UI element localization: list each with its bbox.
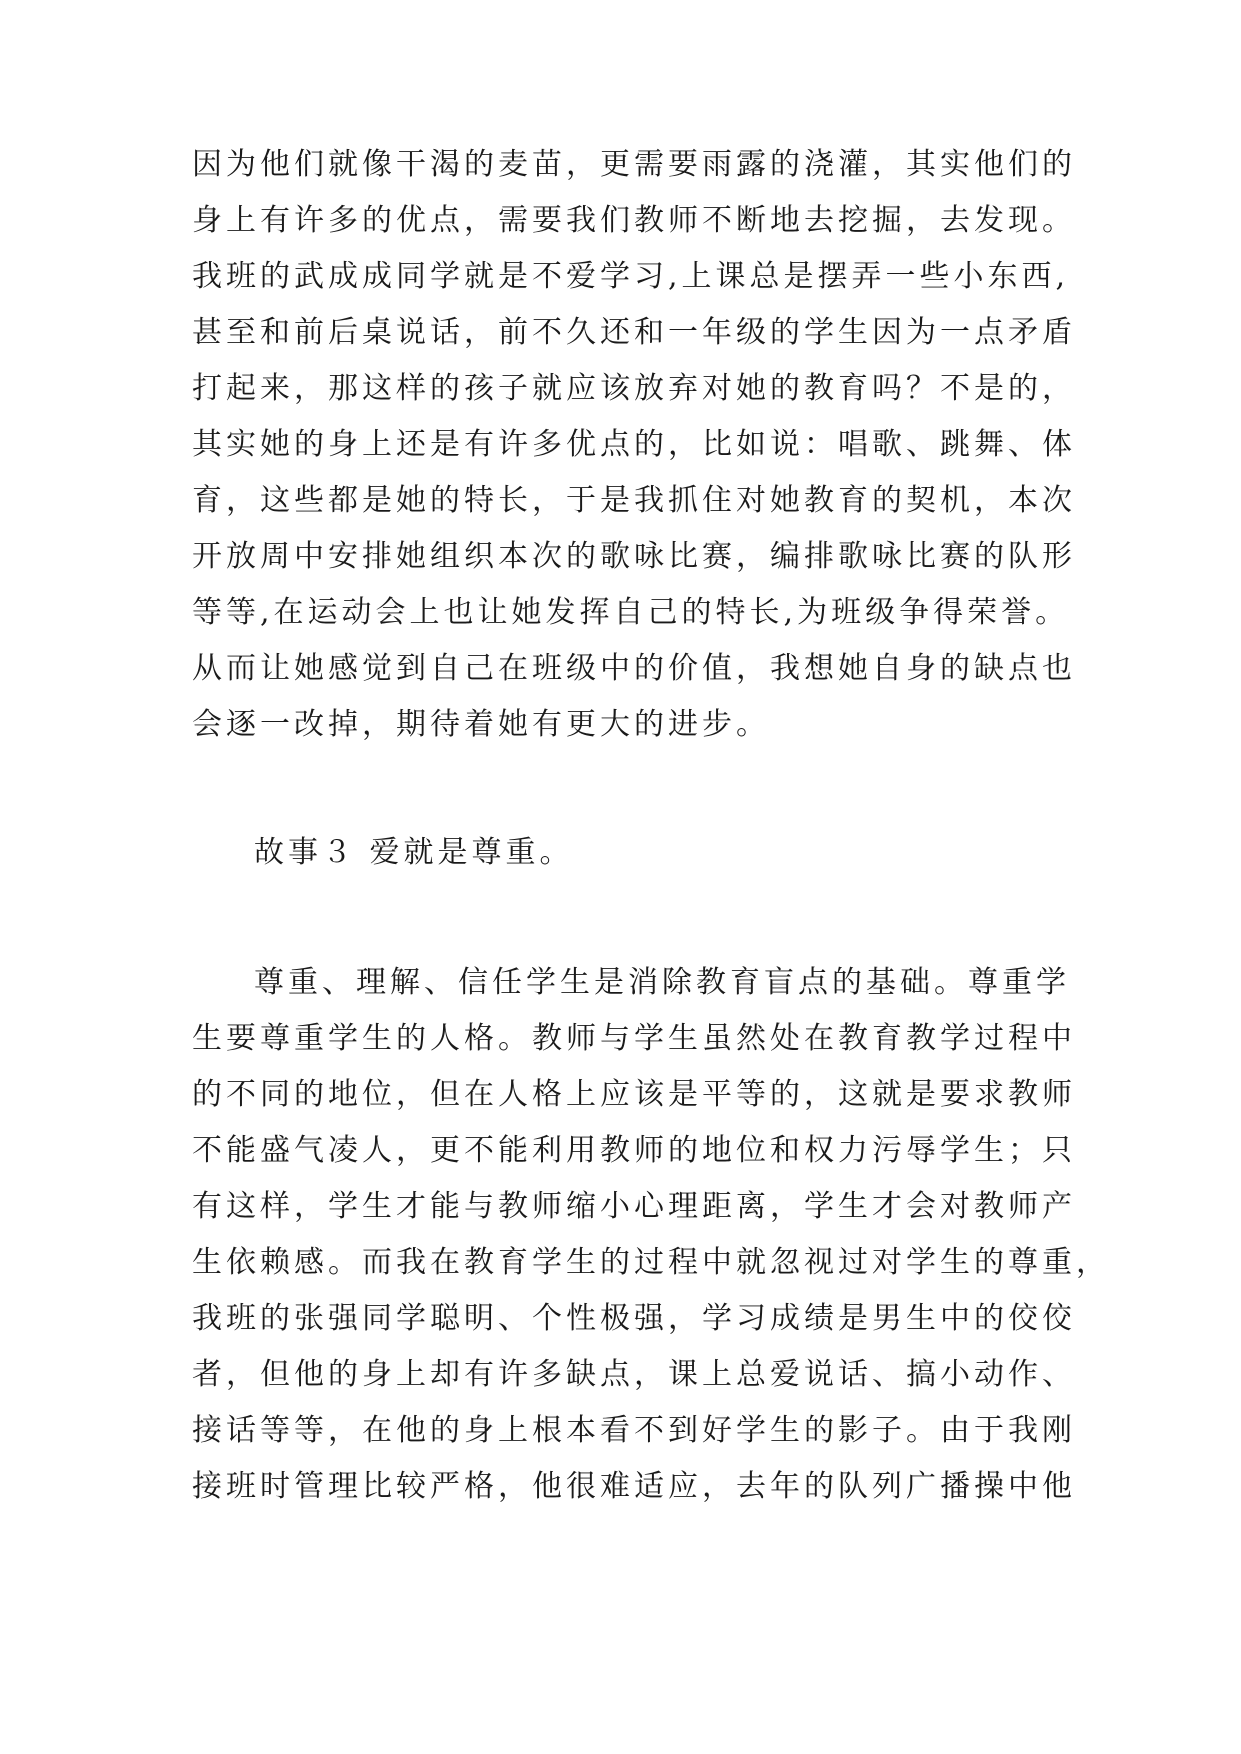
paragraph-2-line-7: 我班的张强同学聪明、个性极强，学习成绩是男生中的佼佼	[192, 1301, 1076, 1336]
paragraph-1-line-9: 等等,在运动会上也让她发挥自己的特长,为班级争得荣誉。	[192, 595, 1070, 630]
paragraph-1-line-4: 甚至和前后桌说话，前不久还和一年级的学生因为一点矛盾	[192, 315, 1076, 350]
paragraph-1-line-3: 我班的武成成同学就是不爱学习,上课总是摆弄一些小东西,	[192, 259, 1070, 294]
section-heading: 故事３ 爱就是尊重。	[254, 835, 574, 870]
paragraph-2-line-5: 有这样，学生才能与教师缩小心理距离，学生才会对教师产	[192, 1189, 1076, 1224]
paragraph-1-line-11: 会逐一改掉，期待着她有更大的进步。	[192, 707, 770, 742]
paragraph-1-line-6: 其实她的身上还是有许多优点的，比如说：唱歌、跳舞、体	[192, 427, 1076, 462]
paragraph-2-line-3: 的不同的地位，但在人格上应该是平等的，这就是要求教师	[192, 1077, 1076, 1112]
paragraph-1-line-8: 开放周中安排她组织本次的歌咏比赛，编排歌咏比赛的队形	[192, 539, 1076, 574]
paragraph-1-line-1: 因为他们就像干渴的麦苗，更需要雨露的浇灌，其实他们的	[192, 147, 1076, 182]
paragraph-1-line-10: 从而让她感觉到自己在班级中的价值，我想她自身的缺点也	[192, 651, 1076, 686]
paragraph-2-line-10: 接班时管理比较严格，他很难适应，去年的队列广播操中他	[192, 1469, 1076, 1504]
paragraph-2-line-9: 接话等等，在他的身上根本看不到好学生的影子。由于我刚	[192, 1413, 1076, 1448]
paragraph-2-line-1: 尊重、理解、信任学生是消除教育盲点的基础。尊重学	[254, 965, 1070, 1000]
paragraph-2-line-6: 生依赖感。而我在教育学生的过程中就忽视过对学生的尊重，	[192, 1245, 1110, 1280]
paragraph-1-line-2: 身上有许多的优点，需要我们教师不断地去挖掘，去发现。	[192, 203, 1076, 238]
paragraph-1-line-5: 打起来，那这样的孩子就应该放弃对她的教育吗？不是的，	[192, 371, 1076, 406]
paragraph-2-line-4: 不能盛气凌人，更不能利用教师的地位和权力污辱学生；只	[192, 1133, 1076, 1168]
paragraph-2-line-8: 者，但他的身上却有许多缺点，课上总爱说话、搞小动作、	[192, 1357, 1076, 1392]
paragraph-2-line-2: 生要尊重学生的人格。教师与学生虽然处在教育教学过程中	[192, 1021, 1076, 1056]
paragraph-1-line-7: 育，这些都是她的特长，于是我抓住对她教育的契机，本次	[192, 483, 1076, 518]
